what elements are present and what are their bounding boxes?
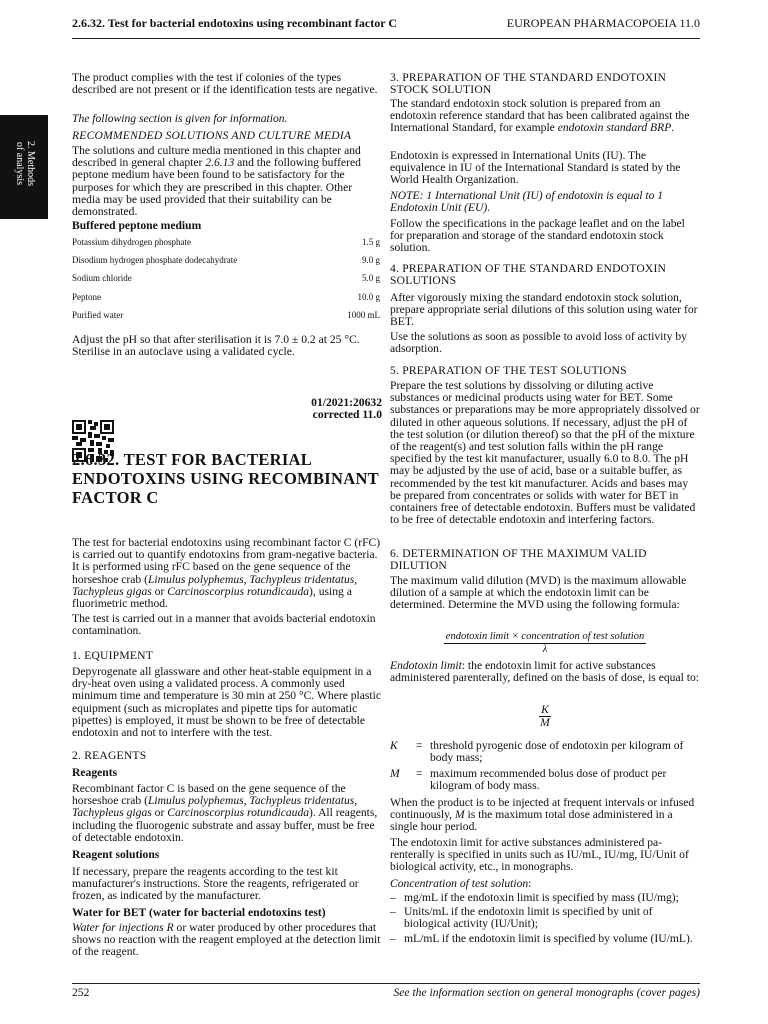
table-row — [72, 291, 380, 303]
reference-standard: endotoxin standard BRP — [557, 121, 672, 135]
quantity: 5.0 g — [362, 273, 380, 283]
note: NOTE: 1 International Unit (IU) of endotoxin is equal to 1 Endotoxin Unit (EU). — [390, 189, 664, 215]
section-heading: 1. EQUIPMENT — [72, 649, 153, 662]
paragraph: Follow the specifications in the package leaflet and on the label for preparation and storage of the standard endotoxin stock solution. — [390, 217, 685, 255]
ingredient: Potassium dihydrogen phosphate — [72, 237, 191, 247]
paragraph: The endotoxin limit for active substances administered pa-renterally is specified in units such as IU/mL, IU/mg, IU/Unit of biological activity, etc., in monographs. — [390, 836, 689, 874]
section-heading: 2. REAGENTS — [72, 749, 147, 762]
list-item — [390, 892, 700, 904]
paragraph — [390, 660, 700, 684]
term: Endotoxin limit — [390, 659, 462, 672]
quantity: 1.5 g — [362, 237, 380, 247]
section-heading: 4. PREPARATION OF THE STANDARD ENDOTOXIN SOLUTIONS — [390, 262, 667, 288]
unit-list — [390, 892, 700, 945]
species: Carcinoscorpius rotundicauda — [167, 806, 310, 820]
table-row — [72, 254, 380, 266]
ingredient: Peptone — [72, 292, 101, 302]
reagent-name: Water for injections R — [72, 921, 174, 934]
table-row — [72, 272, 380, 284]
formula-denominator: λ — [542, 644, 548, 656]
symbol: M — [454, 808, 465, 822]
equals: = — [416, 767, 423, 780]
term: Concentration of test solution — [390, 877, 529, 890]
formula-numerator: endotoxin limit × concentration of test solution — [444, 631, 646, 644]
equals: = — [416, 739, 423, 752]
paragraph — [72, 783, 382, 844]
section-heading: 5. PREPARATION OF THE TEST SOLUTIONS — [390, 364, 627, 377]
section-heading: RECOMMENDED SOLUTIONS AND CULTURE MEDIA — [72, 129, 352, 142]
text: ). All reagents, including the fluorogenic substrate and assay buffer, must be free of detectable endotoxin. — [72, 806, 378, 844]
text: The solutions and culture media mentioned in this chapter and described in general chapter — [72, 144, 361, 170]
symbol: M — [390, 767, 400, 780]
subheading: Water for BET (water for bacterial endotoxins test) — [72, 906, 326, 919]
formula-denominator: M — [540, 716, 550, 730]
text: is the maximum total dose administered in a single hour period. — [390, 808, 673, 834]
medium-title: Buffered peptone medium — [72, 219, 202, 232]
running-header-publication: EUROPEAN PHARMACOPOEIA 11.0 — [506, 16, 700, 30]
chapter-reference: 2.6.13 — [205, 156, 235, 170]
paragraph: After vigorously mixing the standard endotoxin stock solution, prepare appropriate serial dilutions of this solution using water for BET. — [390, 291, 698, 329]
ingredient: Disodium hydrogen phosphate dodecahydrate — [72, 255, 238, 265]
definition-k — [390, 740, 700, 764]
monograph-code — [72, 397, 382, 421]
list-item — [390, 906, 700, 930]
km-formula — [390, 704, 700, 729]
paragraph: Prepare the test solutions by dissolving or diluting active substances or medicinal products using water for BET. Some substances or preparations may be more appropriately dissolved or diluted in other aqueous solutions. If necessary, adjust the pH of the test solution (or dilution thereof) so that the pH of the mixture of the reagent(s) and test solution falls within the pH range specified by the test kit manufacturer, usually 6.0 to 8.0. The pH may be adjusted by the use of acid, base or a suitable buffer, as recommended by the test kit manufacturer. Acids and bases may be prepared from concentrates or solids with water for BET in containers free of detectable endotoxin. Buffers must be validated to be free of detectable endotoxin and interfering factors. — [390, 379, 700, 527]
code: 01/2021:20632 — [311, 396, 382, 409]
definition: maximum recommended bolus dose of product per kilogram of body mass. — [430, 767, 667, 793]
quantity: 9.0 g — [362, 255, 380, 265]
text: or — [151, 806, 168, 820]
item-text: mL/mL if the endotoxin limit is specified by volume (IU/mL). — [404, 931, 693, 945]
text: : — [528, 877, 532, 890]
paragraph: If necessary, prepare the reagents according to the test kit manufacturer's instructions. Store the reagents, refrigerated or frozen, as indicated by the manufacturer. — [72, 865, 359, 903]
header-rule — [72, 38, 700, 39]
definition-m — [390, 768, 700, 792]
quantity: 10.0 g — [357, 292, 380, 302]
chapter-title — [72, 450, 382, 507]
text: When the product is to be injected at frequent intervals or infused continuously, — [390, 796, 695, 822]
list-item — [390, 933, 700, 945]
quantity: 1000 mL — [347, 310, 380, 320]
paragraph: The product complies with the test if colonies of the types described are not present or if the identification tests are negative. — [72, 71, 378, 97]
paragraph: The test is carried out in a manner that avoids bacterial endotoxin contamination. — [72, 612, 376, 638]
running-header-title: 2.6.32. Test for bacterial endotoxins using recombinant factor C — [72, 16, 398, 30]
formula-numerator: K — [541, 703, 549, 716]
paragraph — [72, 922, 382, 959]
footer-rule — [72, 983, 700, 984]
section-heading: 6. DETERMINATION OF THE MAXIMUM VALID DILUTION — [390, 547, 647, 573]
subheading: Reagent solutions — [72, 848, 160, 861]
symbol: K — [390, 739, 398, 752]
table-row — [72, 236, 380, 248]
definition: threshold pyrogenic dose of endotoxin per kilogram of body mass; — [430, 739, 684, 765]
page-number: 252 — [72, 986, 90, 999]
side-tab-line1: 2. Methods — [25, 141, 36, 186]
mvd-formula — [390, 631, 700, 656]
item-text: Units/mL if the endotoxin limit is specified by unit of biological activity (IU/Unit); — [404, 905, 653, 931]
chapter-heading: 2.6.32. TEST FOR BACTERIAL ENDOTOXINS USING RECOMBINANT FACTOR C — [72, 450, 379, 507]
paragraph: Endotoxin is expressed in International Units (IU). The equivalence in IU of the International Standard is stated by the World Health Organization. — [390, 149, 681, 187]
species: Carcinoscorpius rotundicauda — [167, 584, 310, 598]
item-text: mg/mL if the endotoxin limit is specified by mass (IU/mg); — [404, 891, 679, 904]
dash: – — [390, 931, 396, 945]
term-line — [390, 878, 700, 890]
footer-note: See the information section on general monographs (cover pages) — [393, 986, 700, 999]
side-tab-line2: of analysis — [14, 141, 25, 186]
subheading: Reagents — [72, 766, 118, 779]
paragraph — [72, 537, 382, 610]
section-heading: 3. PREPARATION OF THE STANDARD ENDOTOXIN STOCK SOLUTION — [390, 71, 667, 97]
paragraph — [390, 98, 700, 135]
paragraph: Adjust the pH so that after sterilisation it is 7.0 ± 0.2 at 25 °C. Sterilise in an autoclave using a validated cycle. — [72, 333, 360, 359]
dash: – — [390, 905, 396, 919]
species: Limulus polyphemus, Tachypleus tridentatus, Tachypleus gigas — [72, 794, 358, 820]
side-tab — [0, 115, 48, 219]
text: or — [151, 584, 168, 598]
correction: corrected 11.0 — [312, 408, 382, 422]
table-row — [72, 309, 380, 321]
info-note: The following section is given for information. — [72, 112, 288, 125]
text: The test for bacterial endotoxins using recombinant factor C (rFC) is carried out to quantify endotoxins from gram-negative bacteria. It is performed using rFC based on the gene sequence of the horseshoe crab ( — [72, 536, 381, 586]
text: and the following buffered peptone medium have been found to be satisfactory for the purposes for which they are prescribed in this chapter. Other media may be used provided that their suitability can be demonstrated. — [72, 156, 361, 219]
text: . — [671, 121, 675, 135]
ingredient: Sodium chloride — [72, 273, 132, 283]
paragraph: Depyrogenate all glassware and other heat-stable equipment in a dry-heat oven using a validated process. A commonly used minimum time and temperature is 30 min at 250 °C. Where plastic equipment (such as microplates and pipette tips for automatic pipettes) is employed, it must be shown to be free of detectable endotoxin and not to interfere with the test. — [72, 665, 382, 740]
text: The standard endotoxin stock solution is prepared from an endotoxin reference standard that has been calibrated against the International Standard, for example — [390, 97, 690, 135]
text: Recombinant factor C is based on the gene sequence of the horseshoe crab ( — [72, 782, 346, 808]
ingredient: Purified water — [72, 310, 124, 320]
paragraph — [390, 797, 700, 834]
text: or water produced by other procedures that shows no reaction with the reagent employed at the detection limit of the reagent. — [72, 921, 381, 959]
dash: – — [390, 891, 396, 904]
paragraph: The maximum valid dilution (MVD) is the maximum allowable dilution of a sample at which the endotoxin limit can be determined. Determine the MVD using the following formula: — [390, 574, 687, 612]
paragraph — [72, 145, 382, 218]
species: Limulus polyphemus, Tachypleus tridentatus, Tachypleus gigas — [72, 572, 358, 598]
text: : the endotoxin limit for active substances administered parenterally, defined on the basis of dose, is equal to: — [390, 659, 699, 685]
text: ), using a fluorimetric method. — [72, 584, 352, 611]
paragraph: Use the solutions as soon as possible to avoid loss of activity by adsorption. — [390, 330, 687, 356]
